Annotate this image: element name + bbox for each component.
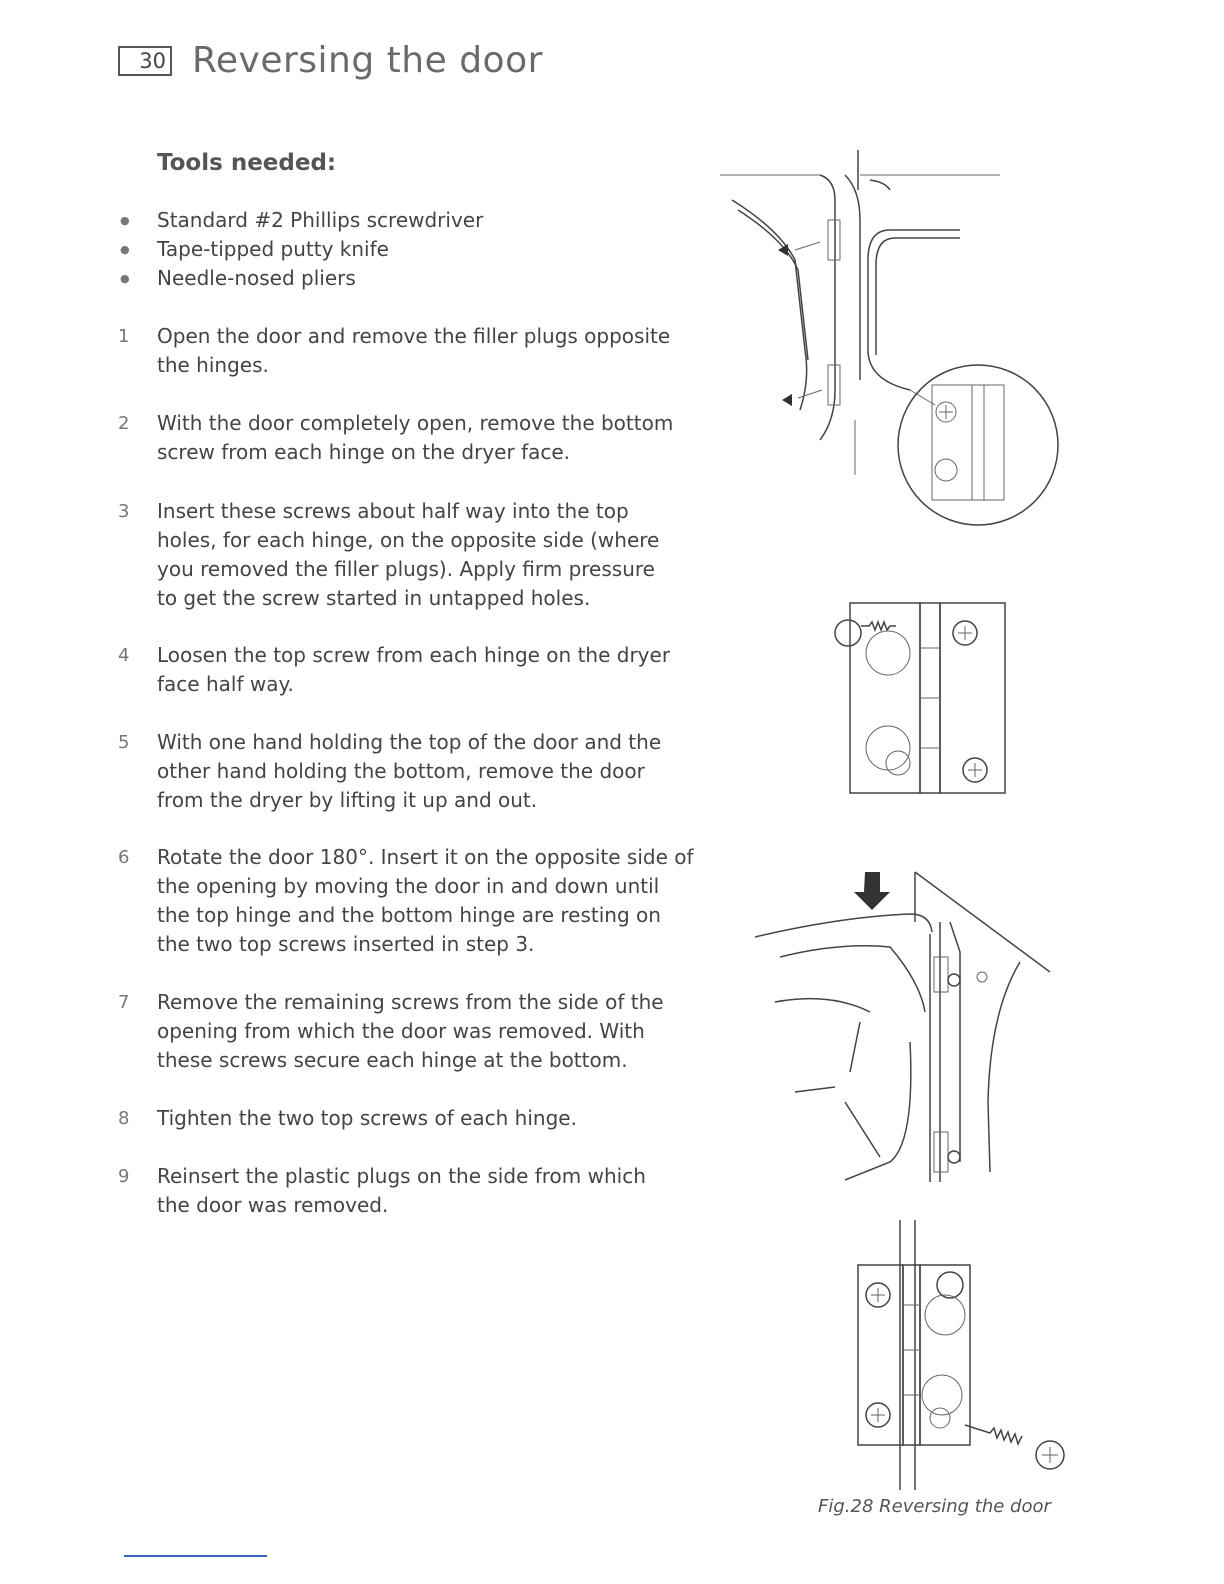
arrow-icon [778, 244, 788, 256]
tool-item: ● Tape-tipped putty knife [118, 235, 483, 264]
step-item: 8 Tighten the two top screws of each hinge. [118, 1106, 577, 1130]
step-item: 1 Open the door and remove the filler plugs opposite the hinges. [118, 324, 671, 377]
screw-icon [935, 459, 957, 481]
tool-item: ● Standard #2 Phillips screwdriver [118, 206, 483, 235]
bullet-icon: ● [120, 272, 130, 285]
screw-icon [948, 1151, 960, 1163]
step-item: 5 With one hand holding the top of the door and the other hand holding the bottom, remove the door from the dryer by lifting it up and out. [118, 730, 662, 812]
step-item: 2 With the door completely open, remove the bottom screw from each hinge on the dryer face. [118, 411, 674, 464]
page-header [118, 40, 543, 81]
arrow-icon [782, 394, 792, 406]
screw-icon [835, 620, 861, 646]
hinge-illustration [830, 598, 1020, 808]
bullet-icon: ● [120, 214, 130, 227]
tool-item: ● Needle-nosed pliers [118, 264, 483, 293]
door-frame-illustration [710, 150, 1070, 550]
tools-list [118, 206, 483, 293]
figure-caption: Fig.28 Reversing the door [818, 1496, 1051, 1517]
screw-icon [977, 972, 987, 982]
bullet-icon: ● [120, 243, 130, 256]
footer-rule [124, 1555, 267, 1557]
step-item: 9 Reinsert the plastic plugs on the side from which the door was removed. [118, 1164, 646, 1217]
page-number: 30 [118, 46, 172, 76]
arrow-down-icon [854, 872, 890, 910]
page-title: Reversing the door [192, 40, 543, 81]
step-item: 6 Rotate the door 180°. Insert it on the opposite side of the opening by moving the door in and down until the top hinge and the bottom hinge are resting on the two top screws inserted in step 3. [118, 845, 694, 956]
door-install-illustration [750, 862, 1060, 1192]
step-item: 7 Remove the remaining screws from the side of the opening from which the door was removed. With these screws secure each hinge at the bottom. [118, 990, 664, 1072]
hinge-screw-illustration [840, 1220, 1070, 1490]
step-item: 4 Loosen the top screw from each hinge on the dryer face half way. [118, 643, 671, 696]
screw-icon [937, 1272, 963, 1298]
tools-heading: Tools needed: [157, 150, 337, 176]
screw-icon [948, 974, 960, 986]
step-item: 3 Insert these screws about half way into the top holes, for each hinge, on the opposite side (where you removed the filler plugs). Apply firm pressure to get the screw started in untapped holes. [118, 499, 660, 610]
